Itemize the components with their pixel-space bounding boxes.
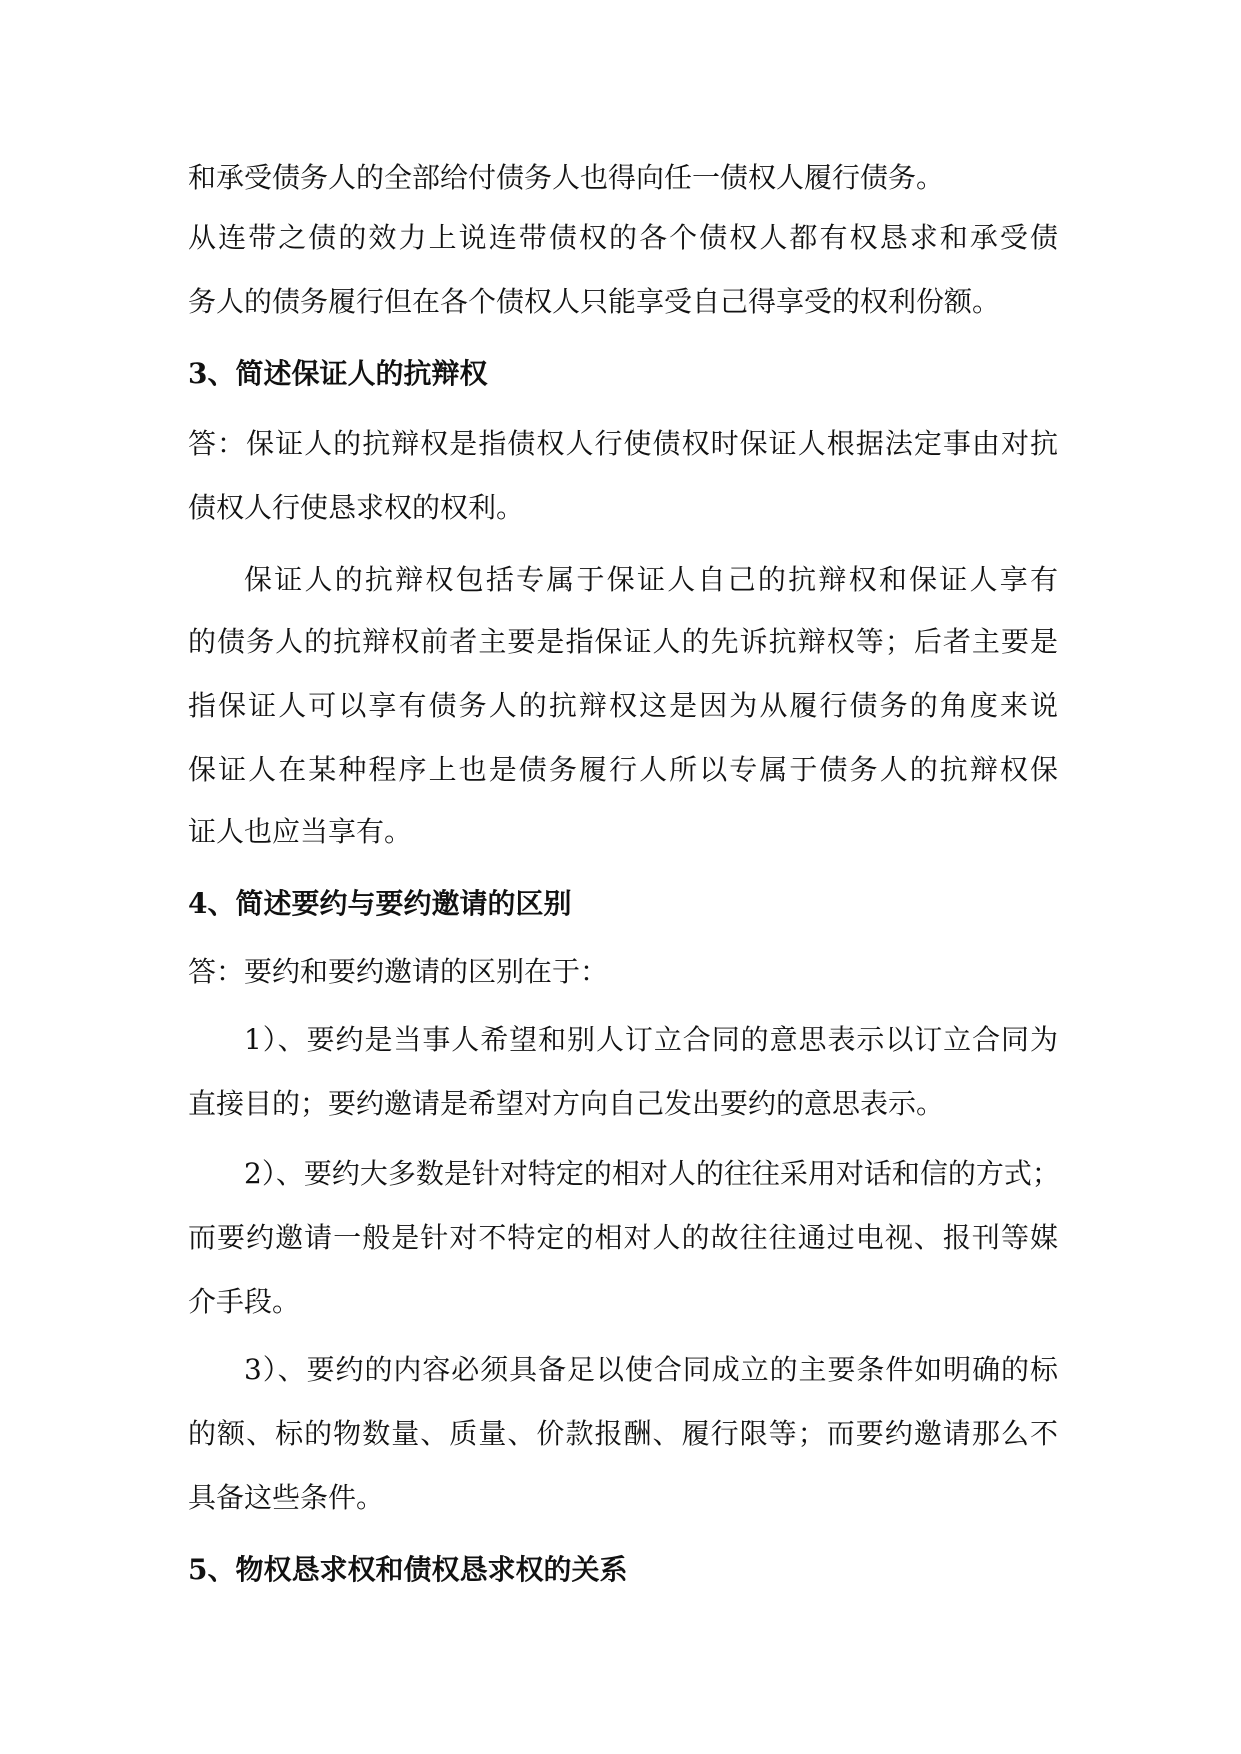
text-line: 介手段。 [188, 1285, 301, 1318]
text-line: 具备这些条件。 [188, 1481, 385, 1514]
text-line: 债权人行使恳求权的权利。 [188, 491, 525, 524]
text-line: 从连带之债的效力上说连带债权的各个债权人都有权恳求和承受债 [188, 221, 1058, 254]
text-line: 的债务人的抗辩权前者主要是指保证人的先诉抗辩权等；后者主要是 [188, 625, 1058, 658]
text-line: 3）、要约的内容必须具备足以使合同成立的主要条件如明确的标 [244, 1353, 1058, 1386]
text-line: 答：要约和要约邀请的区别在于： [188, 955, 609, 988]
text-line: 2）、要约大多数是针对特定的相对人的往往采用对话和信的方式； [244, 1157, 1060, 1190]
text-line: 务人的债务履行但在各个债权人只能享受自己得享受的权利份额。 [188, 285, 1001, 318]
text-line: 证人也应当享有。 [188, 815, 413, 848]
text-line: 1）、要约是当事人希望和别人订立合同的意思表示以订立合同为 [244, 1023, 1058, 1056]
text-line: 和承受债务人的全部给付债务人也得向任一债权人履行债务。 [188, 161, 945, 194]
text-line: 指保证人可以享有债务人的抗辩权这是因为从履行债务的角度来说 [188, 689, 1058, 722]
text-line: 答：保证人的抗辩权是指债权人行使债权时保证人根据法定事由对抗 [188, 427, 1058, 460]
section-heading-5: 5、物权恳求权和债权恳求权的关系 [188, 1553, 628, 1586]
text-line: 直接目的；要约邀请是希望对方向自己发出要约的意思表示。 [188, 1087, 945, 1120]
section-heading-3: 3、简述保证人的抗辩权 [188, 357, 488, 390]
text-line: 的额、标的物数量、质量、价款报酬、履行限等；而要约邀请那么不 [188, 1417, 1058, 1450]
text-line: 保证人的抗辩权包括专属于保证人自己的抗辩权和保证人享有 [244, 563, 1058, 596]
text-line: 而要约邀请一般是针对不特定的相对人的故往往通过电视、报刊等媒 [188, 1221, 1058, 1254]
text-line: 保证人在某种程序上也是债务履行人所以专属于债务人的抗辩权保 [188, 753, 1058, 786]
section-heading-4: 4、简述要约与要约邀请的区别 [188, 887, 572, 920]
